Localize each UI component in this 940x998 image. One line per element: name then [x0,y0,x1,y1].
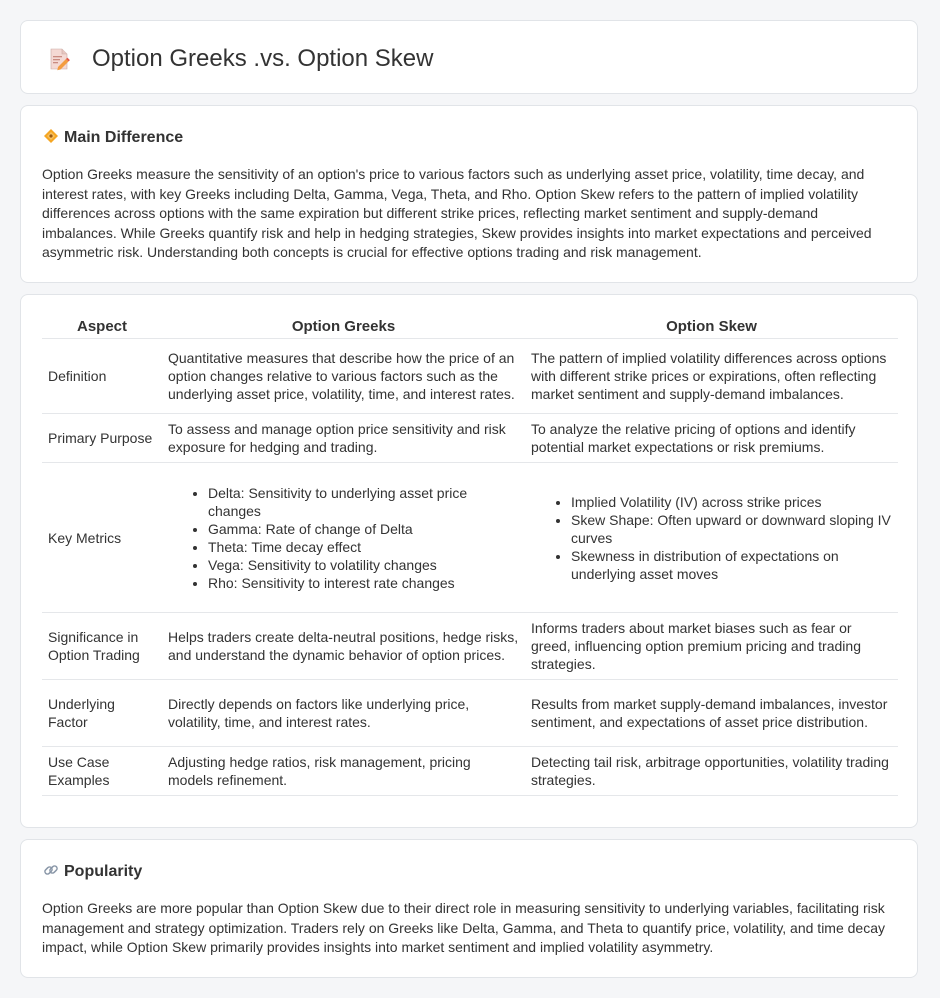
header-option-skew: Option Skew [525,314,898,339]
row-aspect: Use Case Examples [42,747,162,796]
row-aspect: Definition [42,339,162,414]
header-aspect: Aspect [42,314,162,339]
row-greeks: Quantitative measures that describe how the price of an option changes relative to various factors such as the underlying asset price, volatility, time, and interest rates. [162,339,525,414]
row-skew: To analyze the relative pricing of options and identify potential market expectations or risk premiums. [525,414,898,463]
table-row [42,414,898,463]
row-skew: Informs traders about market biases such as fear or greed, influencing option premium pricing and trading strategies. [525,613,898,680]
list-item: • Vega: Sensitivity to volatility changes [208,556,519,574]
row-greeks: Adjusting hedge ratios, risk management, pricing models refinement. [162,747,525,796]
popularity-heading [43,862,142,882]
diamond-icon [43,128,59,144]
comparison-card [20,294,918,828]
popularity-title: Popularity [64,863,143,880]
table-row [42,680,898,747]
list-item: • Rho: Sensitivity to interest rate changes [208,574,519,592]
table-row [42,339,898,414]
document-edit-icon [47,47,71,71]
main-difference-heading [43,128,183,148]
comparison-table [42,314,898,796]
list-item: • Skewness in distribution of expectations on underlying asset moves [571,547,892,583]
table-row [42,463,898,613]
row-greeks [162,463,525,613]
popularity-text: Option Greeks are more popular than Option Skew due to their direct role in measuring sensitivity to underlying variables, facilitating risk management and strategy optimization. Traders rely on Greeks like Delta, Gamma, and Theta to quantify price, volatility, and time decay impact, while Option Skew primarily provides insights into market sentiment and implied volatility asymmetry. [42,900,886,955]
list-item: • Implied Volatility (IV) across strike prices [571,493,892,511]
main-difference-title: Main Difference [64,129,184,146]
main-difference-card [20,105,918,283]
list-item: • Delta: Sensitivity to underlying asset price changes [208,484,519,520]
table-row [42,747,898,796]
list-item: • Gamma: Rate of change of Delta [208,520,519,538]
row-aspect: Underlying Factor [42,680,162,747]
table-row [42,613,898,680]
row-skew: Detecting tail risk, arbitrage opportunities, volatility trading strategies. [525,747,898,796]
row-greeks: To assess and manage option price sensitivity and risk exposure for hedging and trading. [162,414,525,463]
row-aspect: Significance in Option Trading [42,613,162,680]
row-aspect: Key Metrics [42,463,162,613]
row-skew: The pattern of implied volatility differences across options with different strike prices or expirations, often reflecting market sentiment and supply-demand imbalances. [525,339,898,414]
table-header-row [42,314,898,339]
main-difference-text: Option Greeks measure the sensitivity of an option's price to various factors such as underlying asset price, volatility, time decay, and interest rates, with key Greeks including Delta, Gamma, Vega, Theta, and Rho. Option Skew refers to the pattern of implied volatility differences across options with the same expiration but different strike prices, reflecting market sentiment and supply-demand imbalances. While Greeks quantify risk and help in hedging strategies, Skew provides insights into market expectations and perceived asymmetric risk. Understanding both concepts is crucial for effective options trading and risk management. [42,166,872,260]
row-skew: Results from market supply-demand imbalances, investor sentiment, and expectations of asset price distribution. [525,680,898,747]
greeks-metrics-list [168,484,519,592]
row-greeks: Directly depends on factors like underlying price, volatility, time, and interest rates. [162,680,525,747]
header-option-greeks: Option Greeks [162,314,525,339]
header-card [20,20,918,94]
skew-metrics-list [531,493,892,583]
row-greeks: Helps traders create delta-neutral positions, hedge risks, and understand the dynamic behavior of option prices. [162,613,525,680]
list-item: • Skew Shape: Often upward or downward sloping IV curves [571,511,892,547]
popularity-card [20,839,918,978]
row-skew [525,463,898,613]
row-aspect: Primary Purpose [42,414,162,463]
link-icon [43,862,59,878]
list-item: • Theta: Time decay effect [208,538,519,556]
page-title: Option Greeks .vs. Option Skew [92,45,434,72]
